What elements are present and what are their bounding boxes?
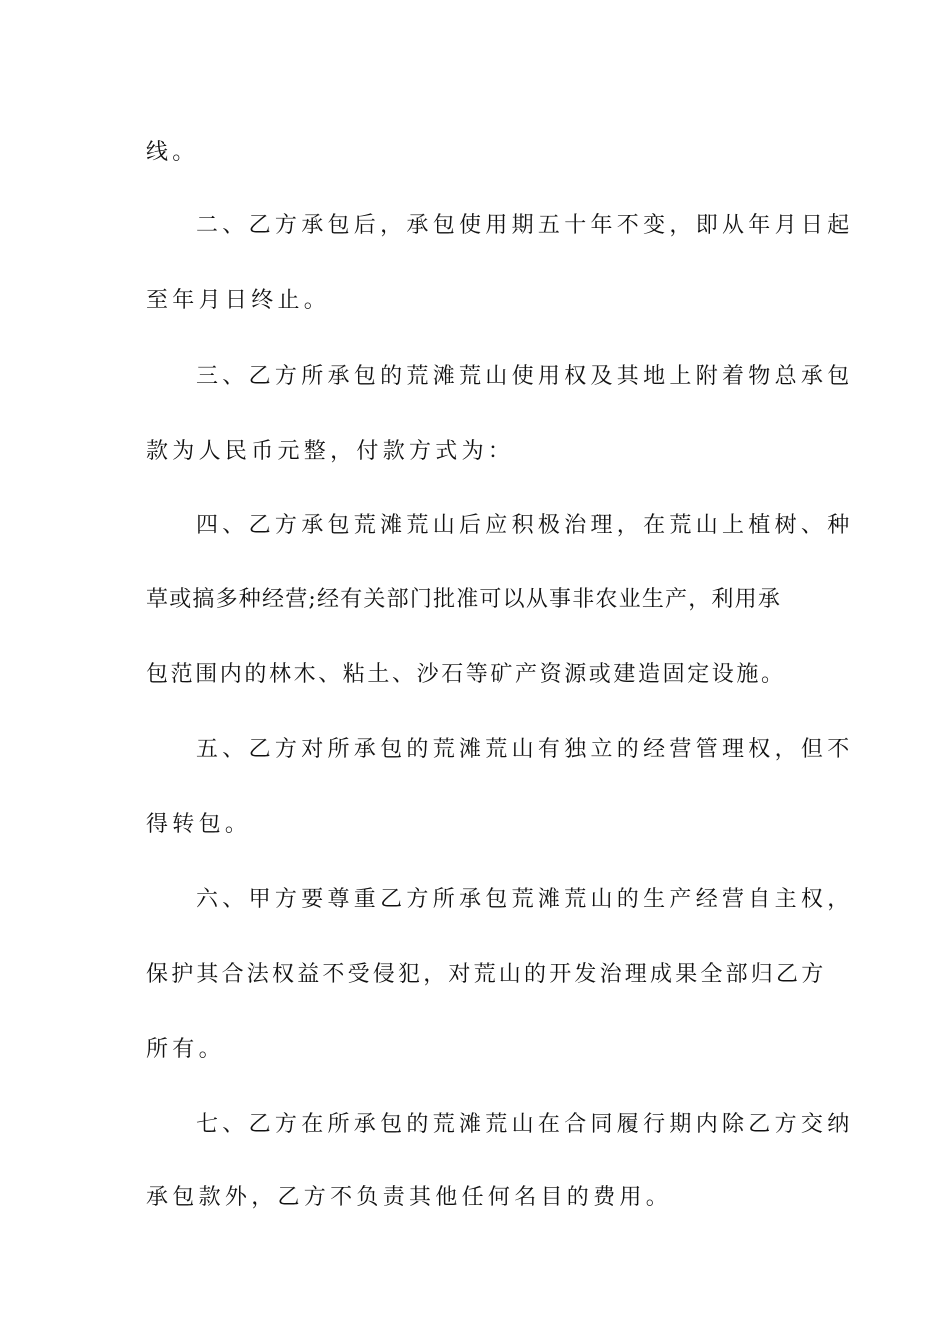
text-line-13: 所有。 [146,1037,225,1062]
text-line-15: 承包款外，乙方不负责其他任何名目的费用。 [146,1185,673,1210]
text-line-4: 三、乙方所承包的荒滩荒山使用权及其地上附着物总承包 [196,364,854,389]
text-line-11: 六、甲方要尊重乙方所承包荒滩荒山的生产经营自主权， [196,887,854,912]
text-line-7: 草或搞多种经营;经有关部门批准可以从事非农业生产，利用承 [146,587,782,612]
text-line-9: 五、乙方对所承包的荒滩荒山有独立的经营管理权，但不 [196,737,854,762]
text-line-8: 包范围内的林木、粘土、沙石等矿产资源或建造固定设施。 [146,662,786,687]
text-line-2: 二、乙方承包后，承包使用期五十年不变，即从年月日起 [196,213,854,238]
text-line-1: 线。 [146,140,199,165]
text-line-14: 七、乙方在所承包的荒滩荒山在合同履行期内除乙方交纳 [196,1112,854,1137]
text-line-5: 款为人民币元整，付款方式为： [146,439,515,464]
text-line-10: 得转包。 [146,812,252,837]
text-line-12: 保护其合法权益不受侵犯，对荒山的开发治理成果全部归乙方 [146,962,827,987]
text-line-6: 四、乙方承包荒滩荒山后应积极治理，在荒山上植树、种 [196,513,854,538]
text-line-3: 至年月日终止。 [146,288,331,313]
